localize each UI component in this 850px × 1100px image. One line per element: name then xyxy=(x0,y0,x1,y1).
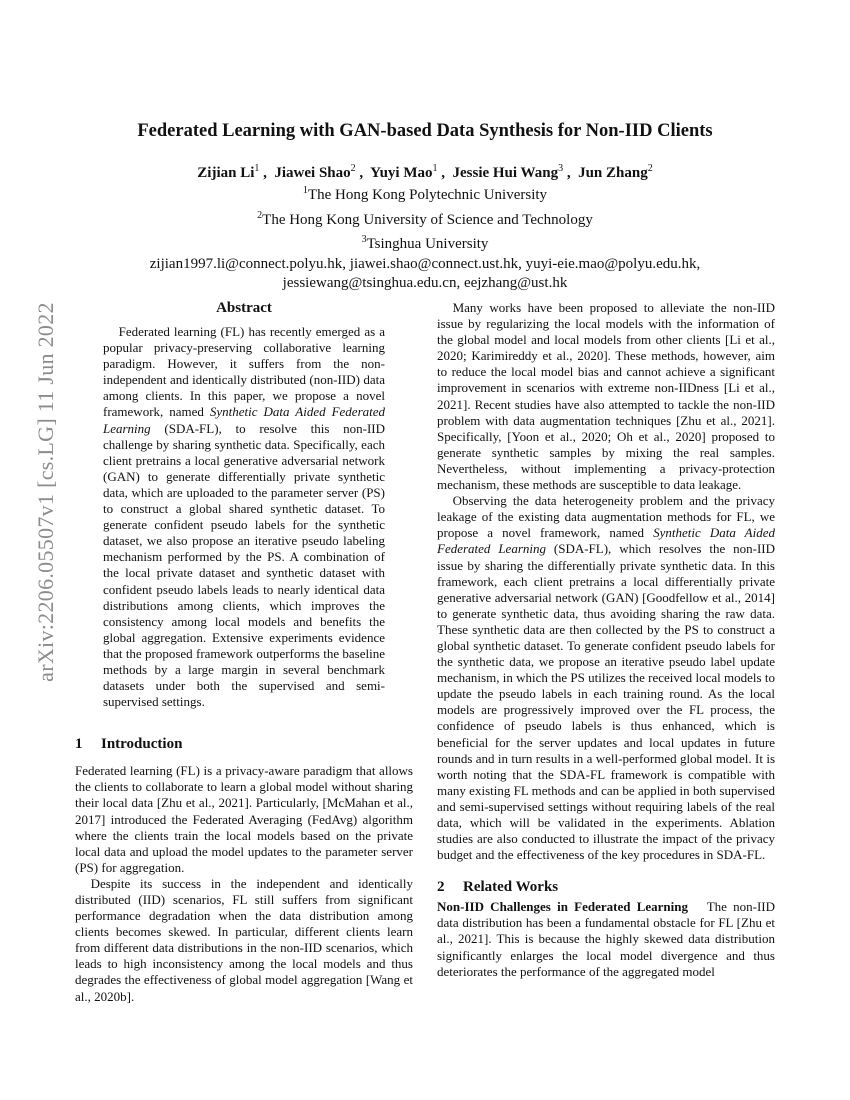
abstract-text-part: Federated learning (FL) has recently emerged as a popular privacy-preserving collaborative learning paradigm. However, it suffers from the non-independent and identically distributed (non-IID) data among clients. In this paper, we propose a novel framework, named xyxy=(103,324,385,420)
email-line: jessiewang@tsinghua.edu.cn, eejzhang@ust.hk xyxy=(282,275,568,291)
section-heading-related-works xyxy=(437,877,775,897)
abstract-text xyxy=(103,324,385,710)
paragraph: Federated learning (FL) is a privacy-aware paradigm that allows the clients to collaborate to learn a global model without sharing their local data [Zhu et al., 2021]. Particularly, [McMahan et al., 2017] introduced the Federated Averaging (FedAvg) algorithm where the clients train the local models based on the private local data and upload the model updates to the parameter server (PS) for aggregation. xyxy=(75,763,413,875)
author-name: Jessie Hui Wang xyxy=(452,165,559,181)
author-name: Zijian Li xyxy=(197,165,255,181)
left-column xyxy=(75,298,413,1005)
author-name: Jun Zhang xyxy=(578,165,648,181)
author-affil-mark: 2 xyxy=(647,163,653,174)
author-affil-mark: 2 xyxy=(350,163,356,174)
paragraph-part: Observing the data heterogeneity problem and the privacy leakage of the existing data augmentation methods for FL, we propose a novel framework, named xyxy=(437,493,775,541)
paragraph-emphasis: Synthetic Data Aided Federated Learning xyxy=(437,525,775,557)
author-affil-mark: 1 xyxy=(254,163,260,174)
abstract-emphasis: Synthetic Data Aided Federated Learning xyxy=(103,404,386,436)
paragraph-part: The non-IID data distribution has been a fundamental obstacle for FL [Zhu et al., 2021]. This is because the highly skewed data distribution significantly enlarges the local model divergence and thus deteriorates the performance of the aggregated model xyxy=(437,899,776,979)
paragraph xyxy=(437,899,775,979)
author-name: Yuyi Mao xyxy=(370,165,433,181)
affil-mark: 3 xyxy=(361,234,367,245)
section-heading-introduction xyxy=(75,734,413,754)
paragraph: Many works have been proposed to alleviate the non-IID issue by regularizing the local models with the information of the global model and local models from other clients [Li et al., 2020; Karimireddy et al., 2020]. These methods, however, aim to reduce the local model bias and cannot achieve a significant improvement in scenarios with extreme non-IIDness [Li et al., 2021]. Recent studies have also attempted to tackle the non-IID problem with data augmentation techniques [Zhu et al., 2021]. Specifically, [Yoon et al., 2020; Oh et al., 2020] proposed to generate synthetic samples by mixing the real samples. Nevertheless, without implementing a privacy-protection mechanism, these methods are susceptible to data leakage. xyxy=(437,300,775,493)
abstract-text-part: (SDA-FL), to resolve this non-IID challenge by sharing synthetic data. Specifically, each client pretrains a local generative adversarial network (GAN) to generate differentially private synthetic data, which are uploaded to the parameter server (PS) to construct a global shared synthetic dataset. To generate confident pseudo labels for the synthetic dataset, we also propose an iterative pseudo labeling mechanism performed by the PS. A combination of the local private dataset and synthetic dataset with confident pseudo labels leads to nearly identical data distributions among clients, which improves the consistency among local models and benefits the global aggregation. Extensive experiments evidence that the proposed framework outperforms the baseline methods by a large margin in several benchmark datasets under both the supervised and semi-supervised settings. xyxy=(103,420,385,710)
run-in-heading: Non-IID Challenges in Federated Learning xyxy=(437,899,688,915)
affiliation xyxy=(75,181,775,206)
affil-text: The Hong Kong University of Science and Technology xyxy=(262,211,593,228)
section-number: 1 xyxy=(75,736,83,753)
abstract-heading: Abstract xyxy=(216,300,272,316)
right-column xyxy=(437,300,775,980)
author-affil-mark: 3 xyxy=(558,163,564,174)
affiliations xyxy=(75,181,775,294)
author-list: Zijian Li$^1$ , Jiawei Shao$^2$ , Yuyi Mao$^1$ , Jessie Hui Wang$^3$ , Jun Zhang$^2$ xyxy=(197,163,653,181)
section-title: Related Works xyxy=(463,879,559,896)
affiliation xyxy=(75,230,775,255)
paper-title: Federated Learning with GAN-based Data Synthesis for Non-IID Clients xyxy=(137,121,713,141)
affil-mark: 2 xyxy=(257,209,263,221)
affil-text: The Hong Kong Polytechnic University xyxy=(307,187,548,203)
paragraph: Despite its success in the independent and identically distributed (IID) scenarios, FL still suffers from significant performance degradation when the data distribution among clients becomes skewed. In particular, different clients learn from different data distributions in the non-IID scenarios, which leads to high inconsistency among the local models and thus degrades the effectiveness of global model aggregation [Wang et al., 2020b]. xyxy=(75,875,413,1004)
affiliation xyxy=(75,206,775,231)
affil-mark: 1 xyxy=(302,185,308,196)
author-name: Jiawei Shao xyxy=(274,165,351,181)
email-line: zijian1997.li@connect.polyu.hk, jiawei.shao@connect.ust.hk, yuyi-eie.mao@polyu.edu.hk, xyxy=(149,255,701,272)
arxiv-stamp: arXiv:2206.05507v1 [cs.LG] 11 Jun 2022 xyxy=(33,302,58,682)
section-number: 2 xyxy=(437,879,445,896)
section-title: Introduction xyxy=(101,736,183,753)
paragraph xyxy=(437,493,775,863)
affil-text: Tsinghua University xyxy=(366,236,489,252)
author-affil-mark: 1 xyxy=(432,163,438,174)
paragraph-part: (SDA-FL), which resolves the non-IID issue by sharing the differentially private synthetic data. In this framework, each client pretrains a local differentially private generative adversarial network (GAN) [Goodfellow et al., 2014] to generate synthetic data, thus avoiding sharing the raw data. These synthetic data are then collected by the PS to construct a global synthetic dataset. To generate confident pseudo labels for the synthetic data, we propose an iterative pseudo label update mechanism, in which the PS utilizes the received local models to update the pseudo labels in each training round. As the local models are progressively improved over the FL process, the confidence of pseudo labels is thus enhanced, which is beneficial for the server updates and local updates in future rounds and in turn results in a well-performed global model. It is worth noting that the SDA-FL framework is compatible with many existing FL methods and can be applied in both supervised and semi-supervised settings without requiring labels of the real data, which will be validated in the experiments. Ablation studies are also conducted to illustrate the impact of the privacy budget and the effectiveness of the key procedures in SDA-FL. xyxy=(437,541,776,863)
